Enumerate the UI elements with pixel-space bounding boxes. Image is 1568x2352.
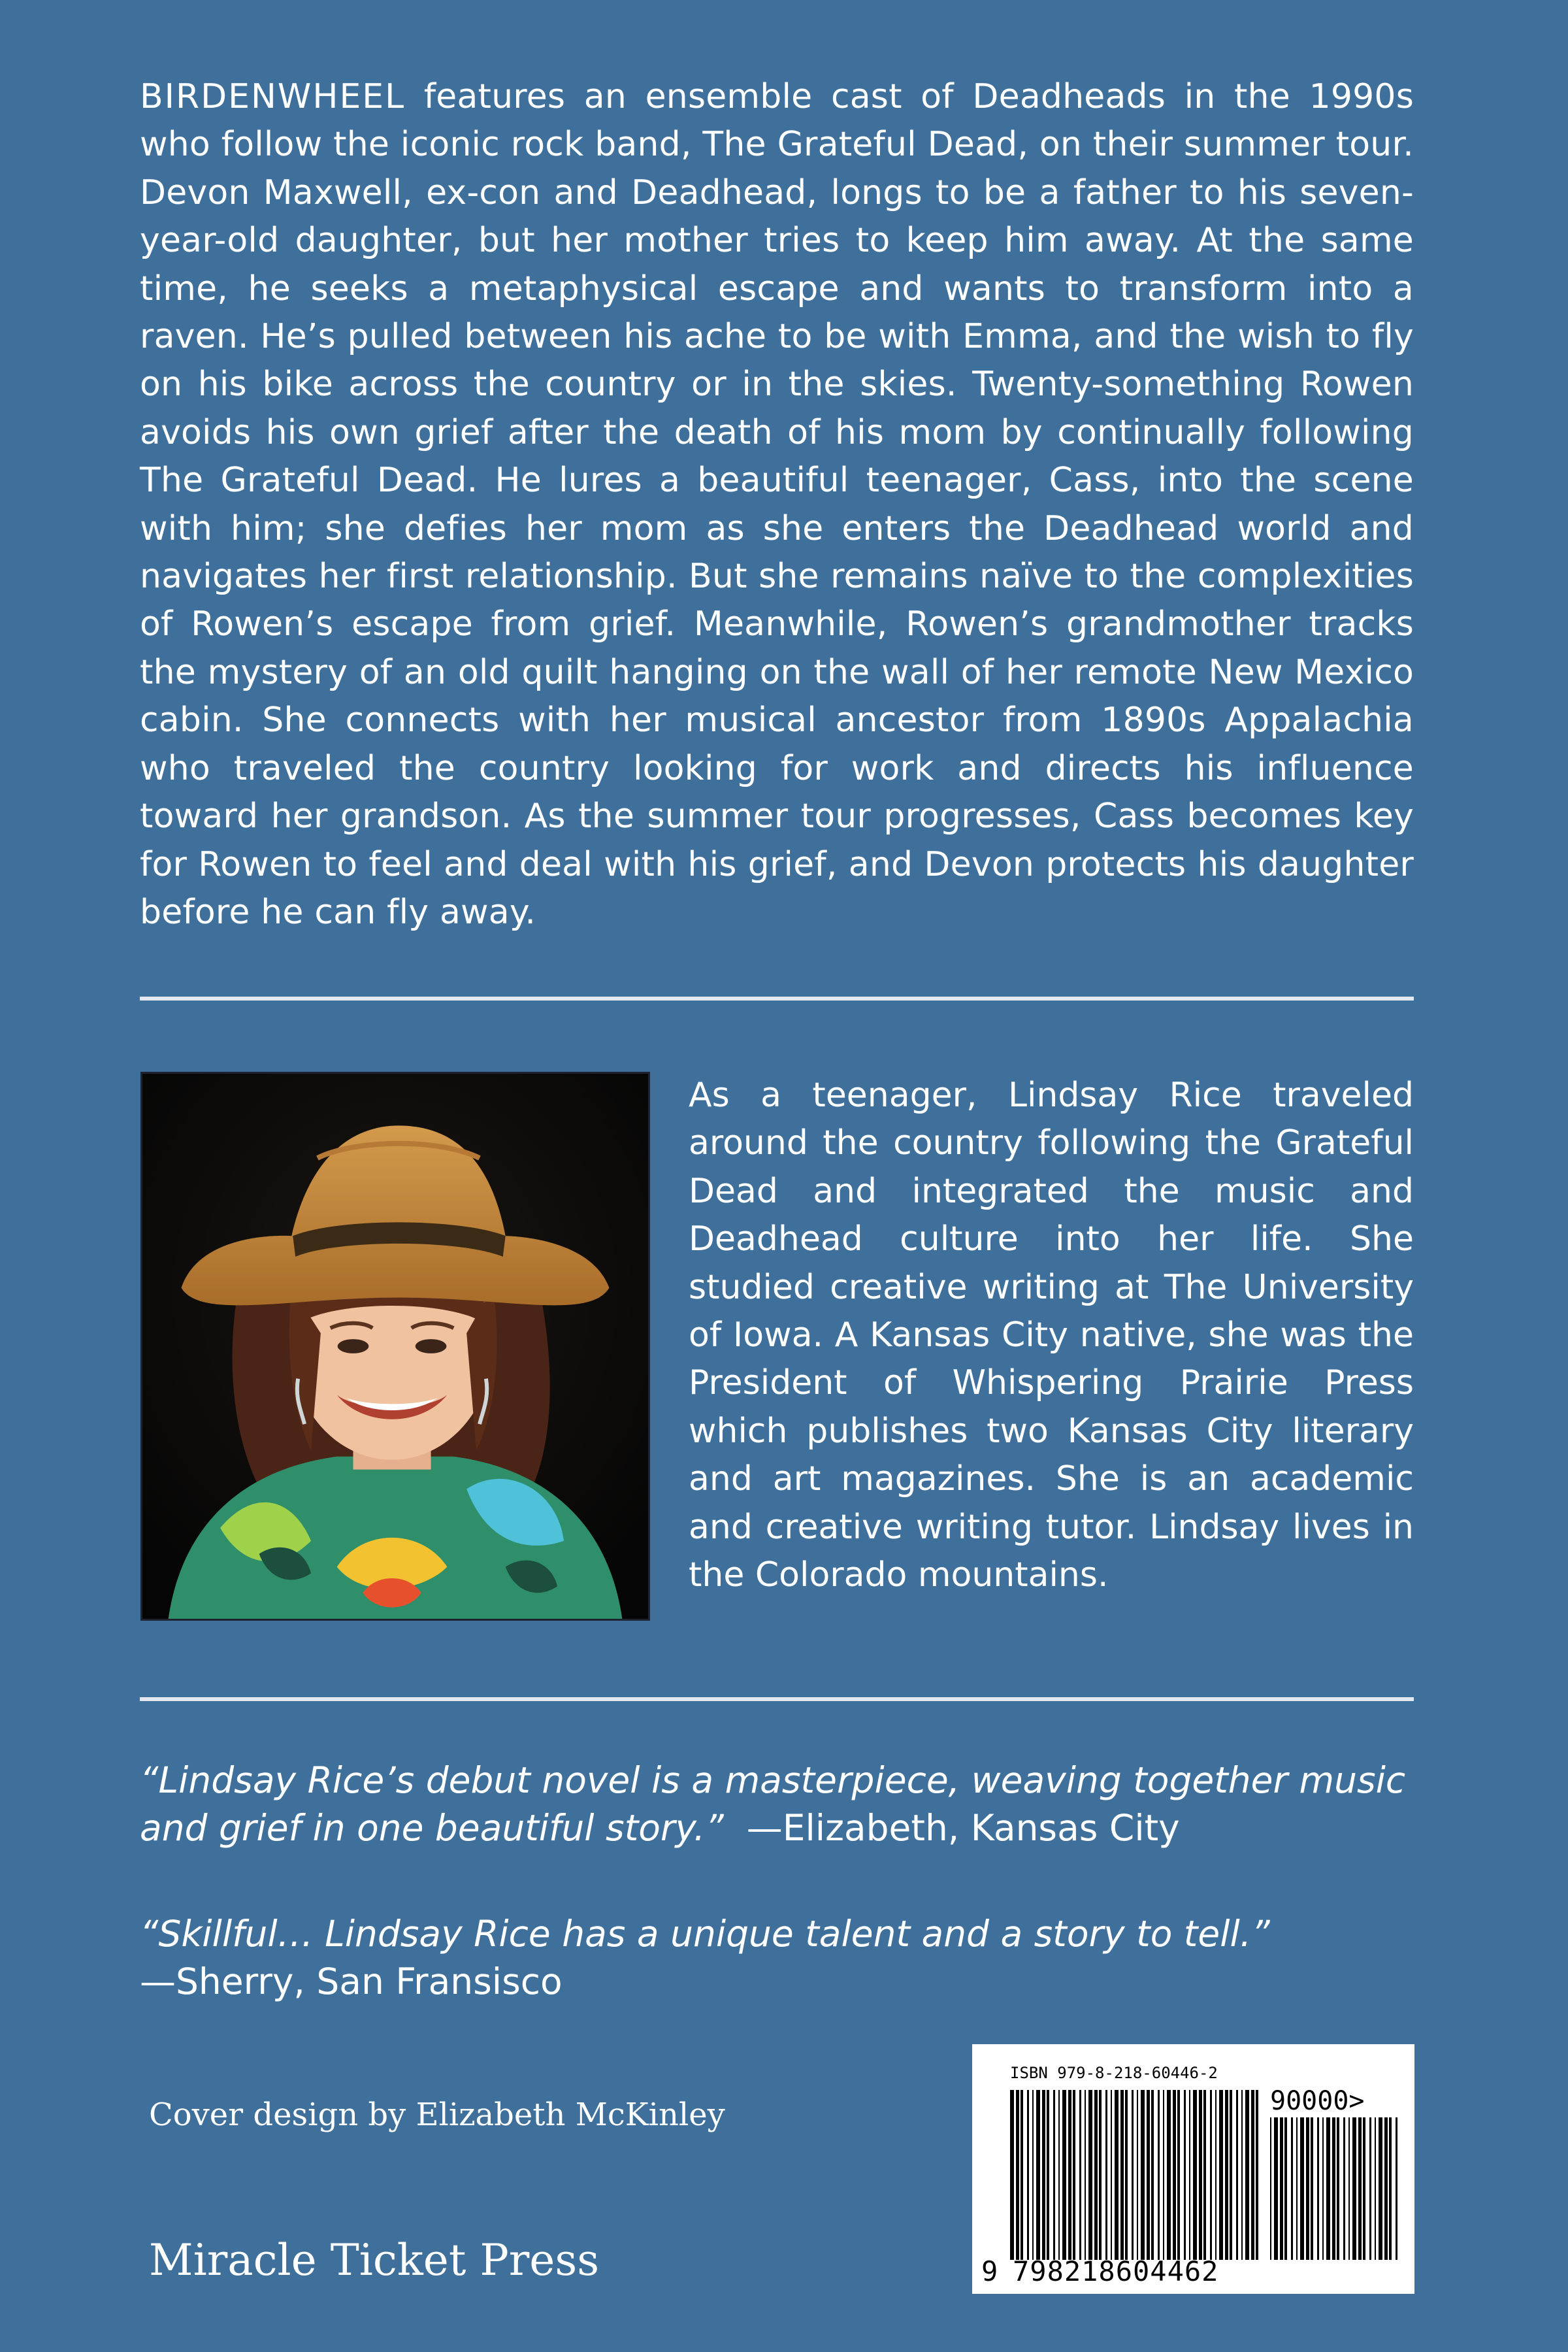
barcode-bar: [1158, 2090, 1160, 2260]
barcode-bar: [1375, 2117, 1376, 2260]
barcode-bar: [1389, 2117, 1392, 2260]
barcode-bar: [1016, 2090, 1019, 2260]
barcode-bar: [1215, 2090, 1217, 2260]
barcode-bar: [1270, 2117, 1271, 2260]
barcode-bar: [1115, 2090, 1119, 2260]
barcode-bar: [1236, 2090, 1238, 2260]
barcode-bar: [1068, 2090, 1071, 2260]
barcode-bar: [1358, 2117, 1362, 2260]
barcode-bar: [1058, 2090, 1060, 2260]
author-bio: As a teenager, Lindsay Rice traveled around the country following the Grateful Dead and integrated the music and Deadhead culture into her life. She studied creative writing at The University of Iowa. A Kansas City native, she was the President of Whispering Prairie Press which publishes two Kansas City literary and art magazines. She is an academic and creative writing tutor. Lindsay lives in the Colorado mountains.: [689, 1076, 1414, 1595]
barcode-digits: 798218604462: [1013, 2255, 1219, 2287]
barcode-bar: [1079, 2090, 1081, 2260]
barcode-bar: [1274, 2117, 1278, 2260]
barcode-bar: [1396, 2117, 1397, 2260]
barcode-digit-lead: 9: [981, 2255, 998, 2287]
barcode-bar: [1027, 2090, 1029, 2260]
barcode-bar: [1352, 2117, 1356, 2260]
barcode-bar: [1379, 2117, 1382, 2260]
isbn-barcode-image: [972, 2044, 1414, 2294]
barcode-bar: [1210, 2090, 1212, 2260]
barcode-bar: [1053, 2090, 1055, 2260]
barcode-bar: [1245, 2090, 1249, 2260]
barcode-bar: [1280, 2117, 1283, 2260]
divider-top: [140, 997, 1414, 1001]
barcode-bar: [1193, 2090, 1197, 2260]
publisher-name: Miracle Ticket Press: [149, 2235, 600, 2285]
barcode-bar: [1363, 2117, 1365, 2260]
synopsis-text: features an ensemble cast of Deadheads in the 1990s who follow the iconic rock band, The Grateful Dead, on their summer tour. Devon Maxwell, ex-con and Deadhead, longs to be a father to his seven-year-old daughter, but her mother tries to keep him away. At the same time, he seeks a metaphysical escape and wants to transform into a raven. He’s pulled between his ache to be with Emma, and the wish to fly on his bike across the country or in the skies. Twenty-something Rowen avoids his own grief after the death of his mom by continually following The Grateful Dead. He lures a beautiful teenager, Cass, into the scene with him; she defies her mom as she enters the Deadhead world and navigates her first relationship. But she remains naïve to the complexities of Rowen’s escape from grief. Meanwhile, Rowen’s grandmother tracks the mystery of an old quilt hanging on the wall of her remote New Mexico cabin. She connects with her musical ancestor from 1890s Appalachia who traveled the country looking for work and directs his influence toward her grandson. As the summer tour progresses, Cass becomes key for Rowen to feel and deal with his grief, and Devon protects his daughter before he can fly away.: [140, 77, 1414, 932]
barcode-bar: [1317, 2117, 1319, 2260]
barcode-bar: [1099, 2090, 1102, 2260]
isbn-label: ISBN 979-8-218-60446-2: [1010, 2064, 1218, 2082]
cover-design-credit: Cover design by Elizabeth McKinley: [149, 2096, 725, 2133]
barcode-bar: [1343, 2117, 1345, 2260]
barcode-bar: [1094, 2090, 1098, 2260]
barcode-bar: [1184, 2090, 1186, 2260]
barcode-bar: [1120, 2090, 1124, 2260]
barcode-bar: [1189, 2090, 1190, 2260]
barcode-bar: [1073, 2090, 1075, 2260]
barcode-bar: [1141, 2090, 1145, 2260]
barcode-bar: [1111, 2090, 1112, 2260]
barcode-bar: [1256, 2090, 1258, 2260]
barcode-bar: [1021, 2090, 1023, 2260]
barcode-bar: [1322, 2117, 1324, 2260]
barcode-bar: [1306, 2117, 1309, 2260]
quote-2-text: “Skillful… Lindsay Rice has a unique talent and a story to tell.”: [140, 1913, 1270, 1955]
barcode-bar: [1032, 2090, 1034, 2260]
quote-1-text: “Lindsay Rice’s debut novel is a masterpiece, weaving together music and grief in one beautiful story.”: [140, 1759, 1406, 1849]
synopsis-paragraph: [140, 73, 1414, 936]
barcode-bar: [1105, 2090, 1107, 2260]
author-portrait-image: [140, 1072, 650, 1621]
quote-2-attribution: —Sherry, San Fransisco: [140, 1961, 563, 2002]
barcode-bar: [1010, 2090, 1014, 2260]
barcode-bar: [1296, 2117, 1298, 2260]
barcode-bar: [1251, 2090, 1254, 2260]
barcode-main-bars: [1010, 2090, 1258, 2260]
barcode-bar: [1125, 2090, 1128, 2260]
barcode-bar: [1300, 2117, 1304, 2260]
barcode-bar: [1219, 2090, 1223, 2260]
barcode-bar: [1311, 2117, 1313, 2260]
barcode-bar: [1369, 2117, 1371, 2260]
barcode-bar: [1173, 2090, 1176, 2260]
barcode-bar: [1132, 2090, 1134, 2260]
barcode-bar: [1167, 2090, 1171, 2260]
barcode-bar: [1088, 2090, 1092, 2260]
barcode-bar: [1042, 2090, 1045, 2260]
barcode-bar: [1062, 2090, 1066, 2260]
divider-bottom: [140, 1697, 1414, 1701]
book-title-word: BIRDENWHEEL: [140, 77, 406, 116]
barcode-bar: [1163, 2090, 1164, 2260]
barcode-bar: [1337, 2117, 1339, 2260]
barcode-bar: [1151, 2090, 1154, 2260]
endorsement-quote-1: [140, 1757, 1420, 1852]
barcode-bar: [1225, 2090, 1228, 2260]
barcode-bar: [1147, 2090, 1150, 2260]
endorsement-quote-2: [140, 1910, 1420, 2006]
barcode-bar: [1326, 2117, 1330, 2260]
quote-1-attribution: —Elizabeth, Kansas City: [746, 1807, 1180, 1849]
barcode-bar: [1085, 2090, 1086, 2260]
barcode-bar: [1199, 2090, 1202, 2260]
barcode-bar: [1291, 2117, 1293, 2260]
barcode-addon-bars: [1270, 2117, 1397, 2260]
barcode-bar: [1137, 2090, 1138, 2260]
barcode-bar: [1241, 2090, 1243, 2260]
barcode-bar: [1348, 2117, 1350, 2260]
barcode-bar: [1047, 2090, 1049, 2260]
barcode-bar: [1230, 2090, 1232, 2260]
barcode-bar: [1384, 2117, 1388, 2260]
barcode-bar: [1203, 2090, 1206, 2260]
barcode-bar: [1284, 2117, 1287, 2260]
barcode-bar: [1177, 2090, 1180, 2260]
barcode-bar: [1036, 2090, 1040, 2260]
price-code: 90000>: [1270, 2086, 1365, 2116]
barcode-bar: [1332, 2117, 1335, 2260]
